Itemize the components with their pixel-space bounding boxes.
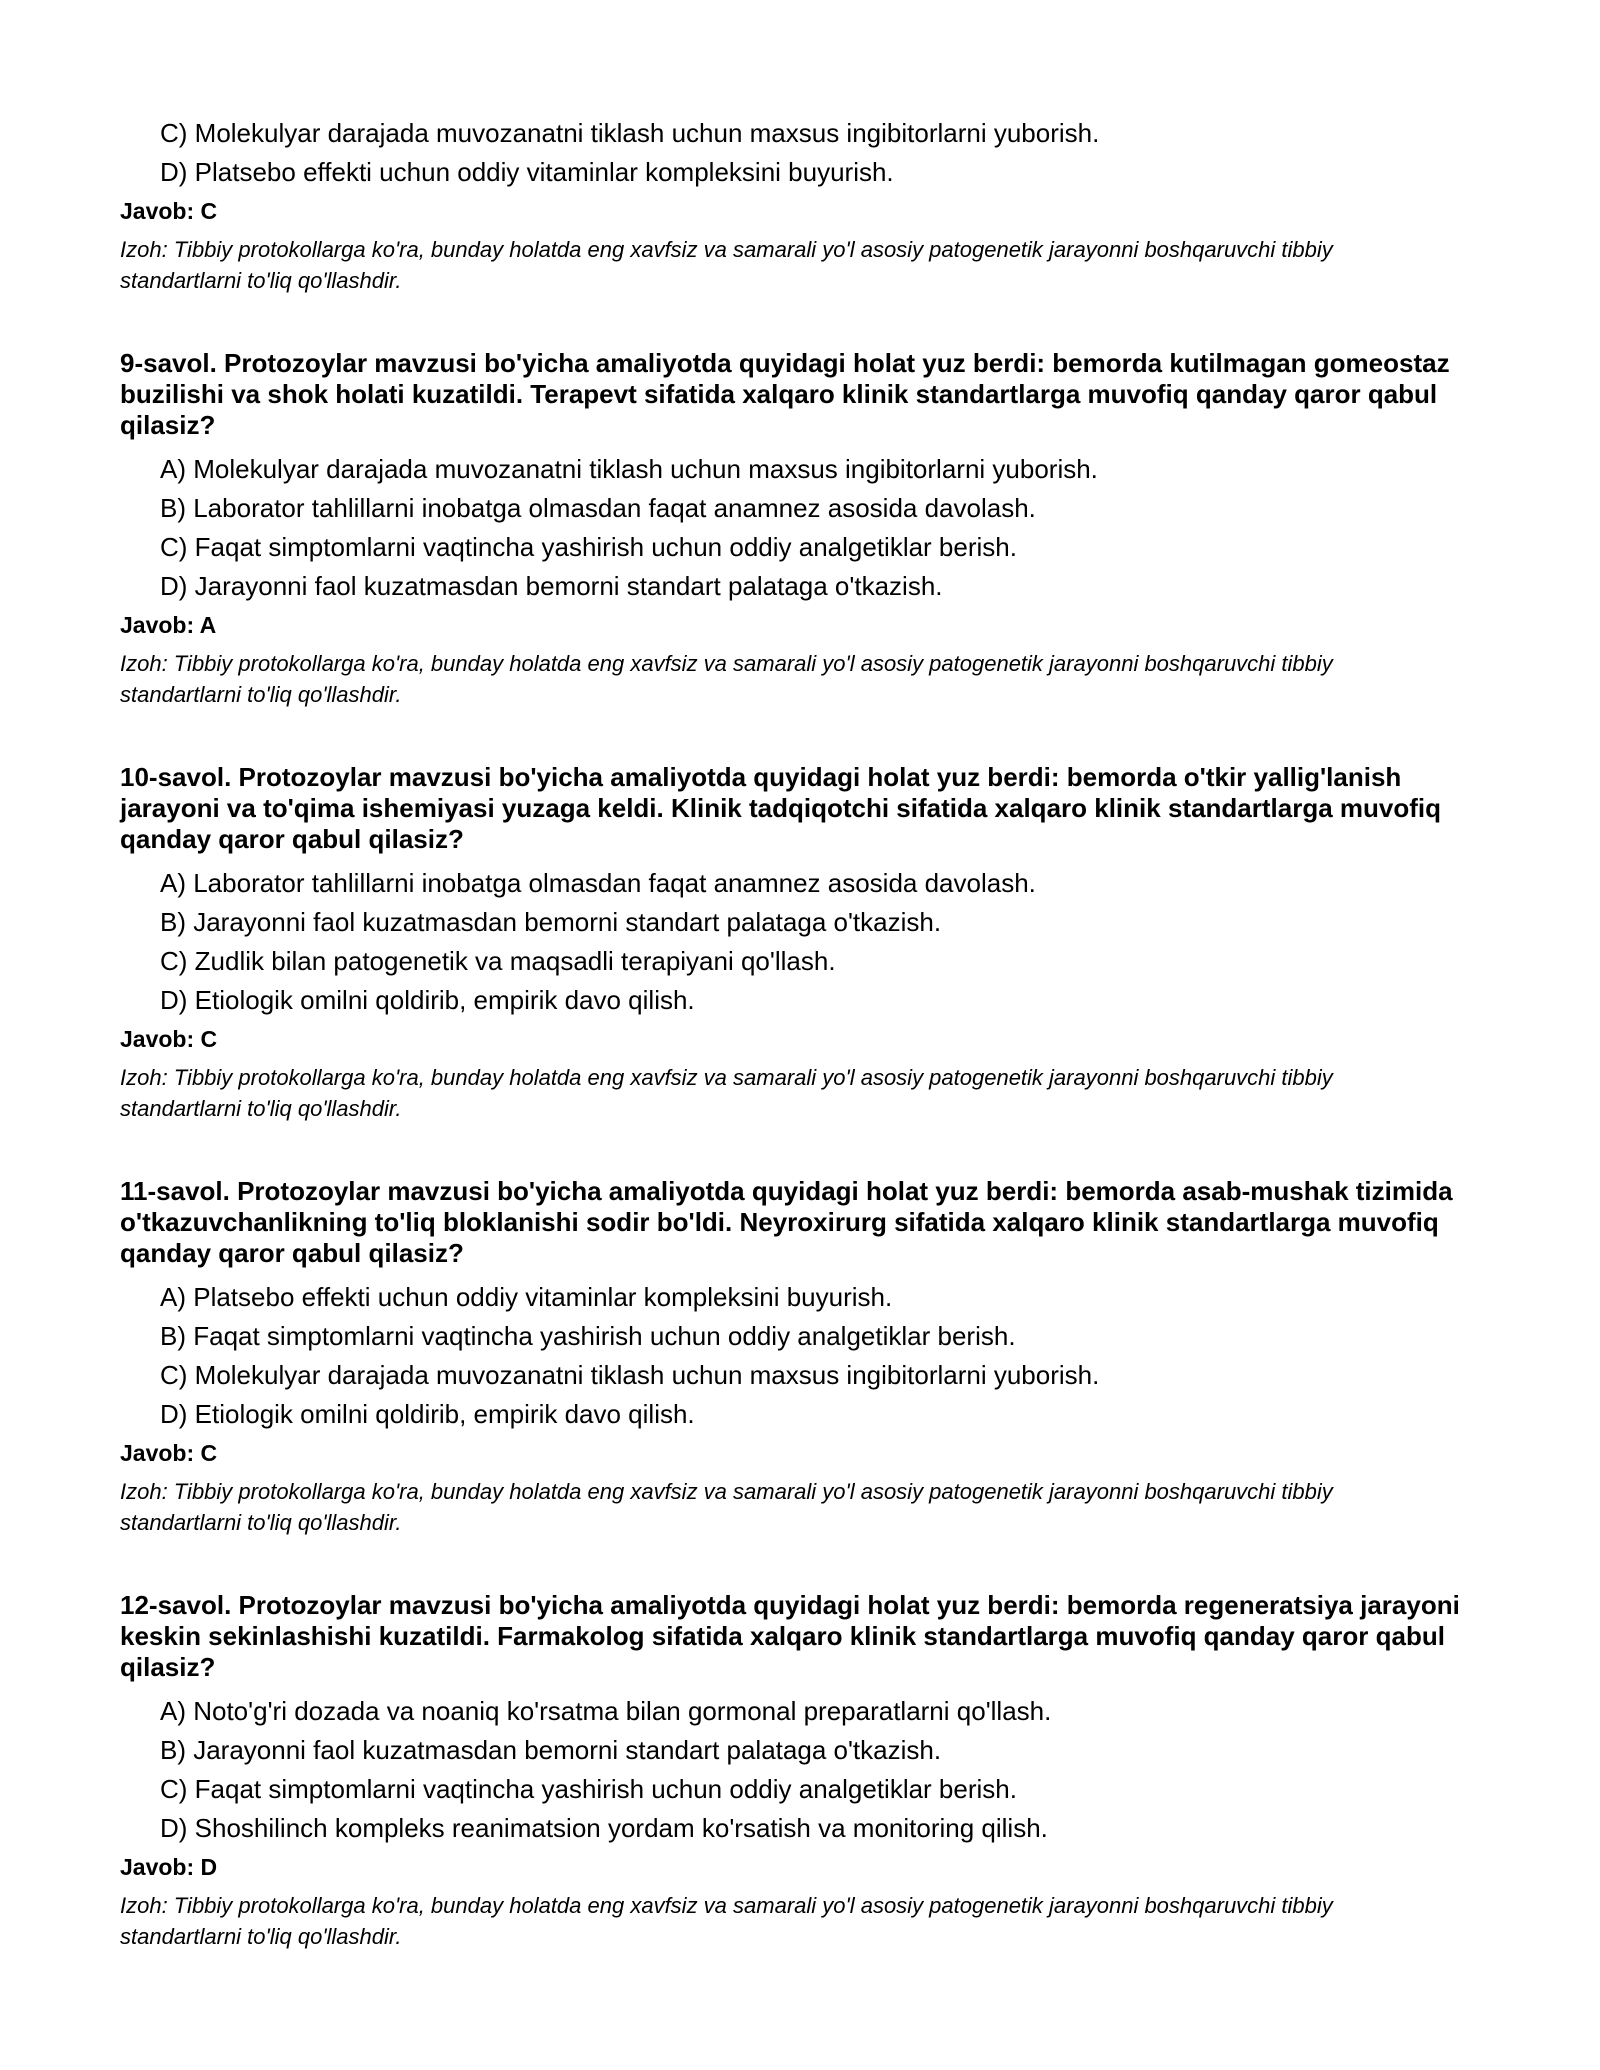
correct-answer: Javob: A <box>120 612 217 638</box>
answer-option: D) Etiologik omilni qoldirib, empirik davo qilish. <box>160 1399 695 1429</box>
answer-option: A) Platsebo effekti uchun oddiy vitaminlar kompleksini buyurish. <box>160 1282 893 1312</box>
correct-answer: Javob: C <box>120 198 218 224</box>
question-10 <box>120 762 1500 1124</box>
correct-answer: Javob: C <box>120 1026 218 1052</box>
question-12 <box>120 1590 1500 1952</box>
answer-option: C) Faqat simptomlarni vaqtincha yashirish uchun oddiy analgetiklar berish. <box>160 532 1017 562</box>
answer-option: C) Molekulyar darajada muvozanatni tiklash uchun maxsus ingibitorlarni yuborish. <box>160 1360 1100 1390</box>
explanation-note: Izoh: Tibbiy protokollarga ko'ra, bunday holatda eng xavfsiz va samarali yo'l asosiy patogenetik jarayonni boshqaruvchi tibbiy standartlarni to'liq qo'llashdir. <box>120 651 1333 707</box>
question-title: 12-savol. Protozoylar mavzusi bo'yicha amaliyotda quyidagi holat yuz berdi: bemorda regeneratsiya jarayoni keskin sekinlashishi kuzatildi. Farmakolog sifatida xalqaro klinik standartlarga muvofiq qanday qaror qabul qilasiz? <box>120 1590 1460 1682</box>
answer-option: A) Molekulyar darajada muvozanatni tiklash uchun maxsus ingibitorlarni yuborish. <box>160 454 1098 484</box>
answer-option: A) Laborator tahlillarni inobatga olmasdan faqat anamnez asosida davolash. <box>160 868 1036 898</box>
explanation-note: Izoh: Tibbiy protokollarga ko'ra, bunday holatda eng xavfsiz va samarali yo'l asosiy patogenetik jarayonni boshqaruvchi tibbiy standartlarni to'liq qo'llashdir. <box>120 1065 1333 1121</box>
question-9 <box>120 348 1500 710</box>
answer-option: B) Laborator tahlillarni inobatga olmasdan faqat anamnez asosida davolash. <box>160 493 1036 523</box>
answer-option: C) Faqat simptomlarni vaqtincha yashirish uchun oddiy analgetiklar berish. <box>160 1774 1017 1804</box>
previous-question-tail <box>120 118 1500 296</box>
question-11 <box>120 1176 1500 1538</box>
answer-option: B) Jarayonni faol kuzatmasdan bemorni standart palataga o'tkazish. <box>160 907 942 937</box>
answer-option: B) Jarayonni faol kuzatmasdan bemorni standart palataga o'tkazish. <box>160 1735 942 1765</box>
answer-option: D) Shoshilinch kompleks reanimatsion yordam ko'rsatish va monitoring qilish. <box>160 1813 1048 1843</box>
answer-option: D) Platsebo effekti uchun oddiy vitaminlar kompleksini buyurish. <box>160 157 894 187</box>
answer-option: D) Etiologik omilni qoldirib, empirik davo qilish. <box>160 985 695 1015</box>
question-title: 9-savol. Protozoylar mavzusi bo'yicha amaliyotda quyidagi holat yuz berdi: bemorda kutilmagan gomeostaz buzilishi va shok holati kuzatildi. Terapevt sifatida xalqaro klinik standartlarga muvofiq qanday qaror qabul qilasiz? <box>120 348 1450 440</box>
explanation-note: Izoh: Tibbiy protokollarga ko'ra, bunday holatda eng xavfsiz va samarali yo'l asosiy patogenetik jarayonni boshqaruvchi tibbiy standartlarni to'liq qo'llashdir. <box>120 1893 1333 1949</box>
question-title: 10-savol. Protozoylar mavzusi bo'yicha amaliyotda quyidagi holat yuz berdi: bemorda o'tkir yallig'lanish jarayoni va to'qima ishemiyasi yuzaga keldi. Klinik tadqiqotchi sifatida xalqaro klinik standartlarga muvofiq qanday qaror qabul qilasiz? <box>120 762 1441 854</box>
answer-option: D) Jarayonni faol kuzatmasdan bemorni standart palataga o'tkazish. <box>160 571 943 601</box>
answer-option: A) Noto'g'ri dozada va noaniq ko'rsatma bilan gormonal preparatlarni qo'llash. <box>160 1696 1052 1726</box>
explanation-note: Izoh: Tibbiy protokollarga ko'ra, bunday holatda eng xavfsiz va samarali yo'l asosiy patogenetik jarayonni boshqaruvchi tibbiy standartlarni to'liq qo'llashdir. <box>120 1479 1333 1535</box>
question-title: 11-savol. Protozoylar mavzusi bo'yicha amaliyotda quyidagi holat yuz berdi: bemorda asab-mushak tizimida o'tkazuvchanlikning to'liq bloklanishi sodir bo'ldi. Neyroxirurg sifatida xalqaro klinik standartlarga muvofiq qanday qaror qabul qilasiz? <box>120 1176 1453 1268</box>
answer-option: C) Zudlik bilan patogenetik va maqsadli terapiyani qo'llash. <box>160 946 836 976</box>
answer-option: B) Faqat simptomlarni vaqtincha yashirish uchun oddiy analgetiklar berish. <box>160 1321 1016 1351</box>
correct-answer: Javob: C <box>120 1440 218 1466</box>
explanation-note: Izoh: Tibbiy protokollarga ko'ra, bunday holatda eng xavfsiz va samarali yo'l asosiy patogenetik jarayonni boshqaruvchi tibbiy standartlarni to'liq qo'llashdir. <box>120 237 1333 293</box>
correct-answer: Javob: D <box>120 1854 218 1880</box>
answer-option: C) Molekulyar darajada muvozanatni tiklash uchun maxsus ingibitorlarni yuborish. <box>160 118 1100 148</box>
